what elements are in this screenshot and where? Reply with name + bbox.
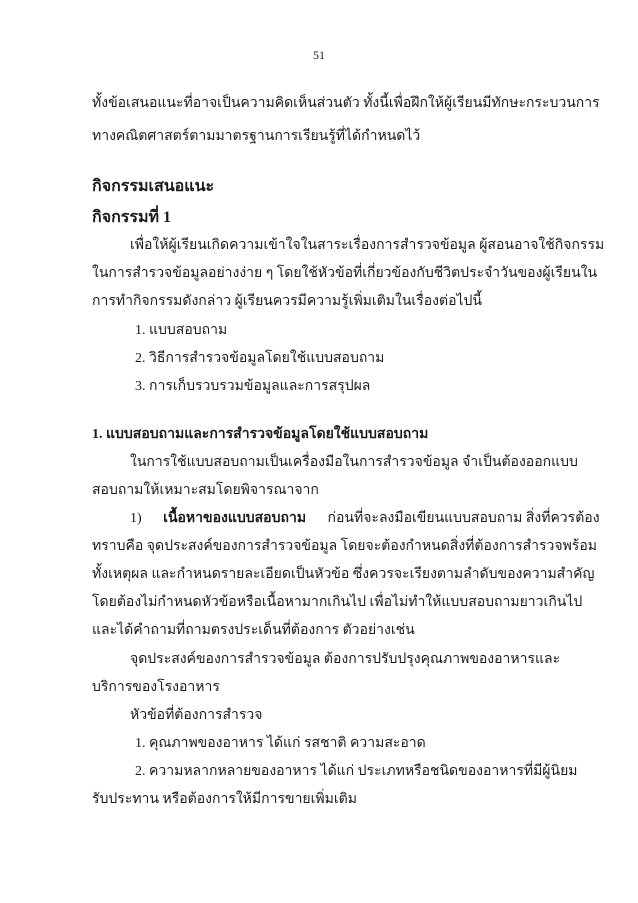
- content-item-line: และได้คำถามที่ถามตรงประเด็นที่ต้องการ ตัวอย่างเช่น: [92, 623, 415, 638]
- content-item-number: 1): [130, 511, 142, 526]
- topic-item-continuation: รับประทาน หรือต้องการให้มีการขายเพิ่มเติม: [92, 792, 357, 807]
- content-item-line: โดยต้องไม่กำหนดหัวข้อหรือเนื้อหามากเกินไป เพื่อไม่ทำให้แบบสอบถามยาวเกินไป: [92, 595, 583, 610]
- content-item-line: ทั้งเหตุผล และกำหนดรายละเอียดเป็นหัวข้อ ซึ่งควรจะเรียงตามลำดับของความสำคัญ: [92, 567, 595, 582]
- purpose-line-2: บริการของโรงอาหาร: [92, 680, 220, 695]
- topic-item: 1. คุณภาพของอาหาร ได้แก่ รสชาติ ความสะอาด: [135, 736, 426, 751]
- content-item-heading: [130, 509, 600, 529]
- activity-paragraph-line-2: ในการสำรวจข้อมูลอย่างง่าย ๆ โดยใช้หัวข้อที่เกี่ยวข้องกับชีวิตประจำวันของผู้เรียนใน: [92, 266, 598, 281]
- subsection-paragraph-line-1: ในการใช้แบบสอบถามเป็นเครื่องมือในการสำรวจข้อมูล จำเป็นต้องออกแบบ: [130, 455, 578, 470]
- content-item-line: ทราบคือ จุดประสงค์ของการสำรวจข้อมูล โดยจะต้องกำหนดสิ่งที่ต้องการสำรวจพร้อม: [92, 539, 597, 554]
- list-item: 2. วิธีการสำรวจข้อมูลโดยใช้แบบสอบถาม: [135, 351, 385, 366]
- list-item: 1. แบบสอบถาม: [135, 323, 228, 338]
- intro-line-1: ทั้งข้อเสนอแนะที่อาจเป็นความคิดเห็นส่วนตัว ทั้งนี้เพื่อฝึกให้ผู้เรียนมีทักษะกระบวนการ: [92, 96, 600, 111]
- section-title: กิจกรรมเสนอแนะ: [92, 178, 215, 195]
- topic-item: 2. ความหลากหลายของอาหาร ได้แก่ ประเภทหรือชนิดของอาหารที่มีผู้นิยม: [135, 764, 578, 779]
- activity-title: กิจกรรมที่ 1: [92, 209, 172, 226]
- topics-title: หัวข้อที่ต้องการสำรวจ: [130, 708, 263, 723]
- activity-paragraph-line-3: การทำกิจกรรมดังกล่าว ผู้เรียนควรมีความรู้เพิ่มเติมในเรื่องต่อไปนี้: [92, 294, 482, 309]
- purpose-line-1: จุดประสงค์ของการสำรวจข้อมูล ต้องการปรับปรุงคุณภาพของอาหารและ: [130, 652, 561, 667]
- page-number: 51: [313, 48, 325, 62]
- subsection-paragraph-line-2: สอบถามให้เหมาะสมโดยพิจารณาจาก: [92, 483, 319, 498]
- activity-paragraph-line-1: เพื่อให้ผู้เรียนเกิดความเข้าใจในสาระเรื่องการสำรวจข้อมูล ผู้สอนอาจใช้กิจกรรม: [130, 238, 605, 253]
- intro-line-2: ทางคณิตศาสตร์ตามมาตรฐานการเรียนรู้ที่ได้กำหนดไว้: [92, 129, 421, 144]
- content-item-label: เนื้อหาของแบบสอบถาม: [163, 511, 307, 526]
- subsection-title: 1. แบบสอบถามและการสำรวจข้อมูลโดยใช้แบบสอบถาม: [92, 427, 429, 442]
- list-item: 3. การเก็บรวบรวมข้อมูลและการสรุปผล: [135, 379, 371, 394]
- content-item-text: ก่อนที่จะลงมือเขียนแบบสอบถาม สิ่งที่ควรต้อง: [327, 511, 600, 526]
